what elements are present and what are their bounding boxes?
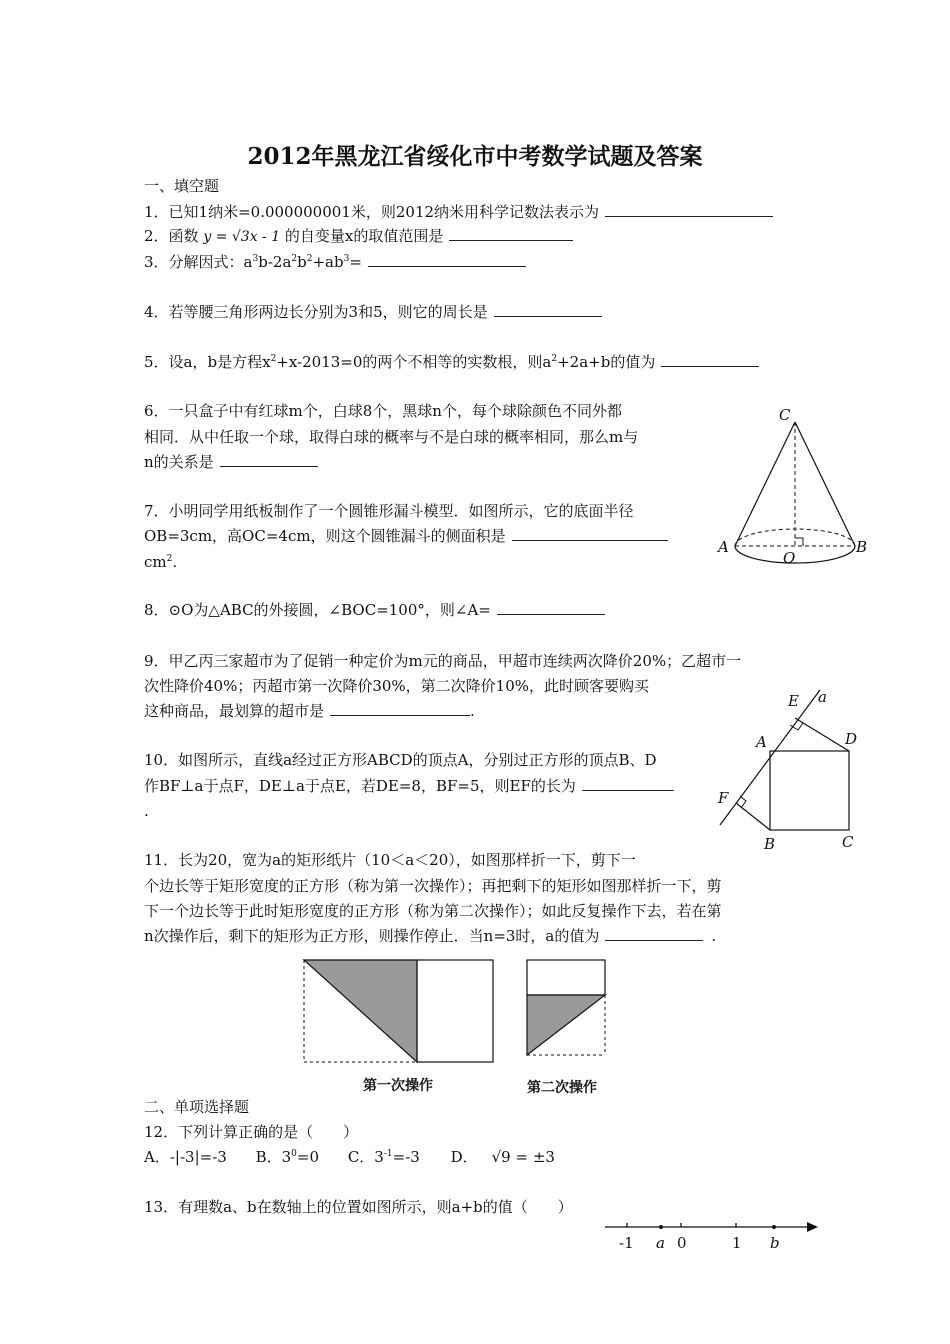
- question-11-line-4: [144, 926, 716, 946]
- question-10-line-1: 10．如图所示，直线a经过正方形ABCD的顶点A，分别过正方形的顶点B、D: [144, 751, 657, 769]
- q3-exp: 2: [291, 254, 298, 264]
- cone-label-o: O: [783, 549, 796, 567]
- q3-exp: 3: [252, 254, 259, 264]
- q7-unit: cm: [144, 553, 167, 571]
- option-d[interactable]: [451, 1148, 555, 1166]
- tick-zero: 0: [677, 1234, 687, 1252]
- square-label-c: C: [842, 833, 854, 851]
- question-6-line-2: 相同．从中任取一个球，取得白球的概率与不是白球的概率相同，那么m与: [144, 428, 639, 446]
- option-b[interactable]: [256, 1148, 319, 1166]
- question-4: [144, 302, 602, 322]
- question-9-line-3: [144, 701, 475, 721]
- q3-exp: 2: [306, 254, 313, 264]
- option-b-base: B．3: [255, 1148, 292, 1166]
- q5-post: +2a+b的值为: [557, 353, 656, 371]
- q3-post: =: [349, 253, 362, 271]
- second-operation-caption: 第二次操作: [527, 1080, 597, 1096]
- answer-blank[interactable]: [605, 202, 773, 217]
- q6-line-3-text: n的关系是: [144, 453, 214, 471]
- q3-pre: 3．分解因式：a: [144, 253, 253, 271]
- square-figure: [710, 680, 870, 855]
- q3-mid: b: [297, 253, 307, 271]
- q2-post: 的自变量x的取值范围是: [284, 227, 444, 245]
- q3-mid: +ab: [312, 253, 344, 271]
- answer-blank[interactable]: [494, 302, 602, 317]
- option-d-formula: √9 = ±3: [491, 1148, 555, 1166]
- answer-blank[interactable]: [661, 352, 759, 367]
- q3-mid: b-2a: [258, 253, 292, 271]
- q2-pre: 2．函数: [144, 227, 199, 245]
- first-operation-figure: [300, 957, 500, 1067]
- answer-blank[interactable]: [605, 926, 703, 941]
- q11-line-4-text: n次操作后，剩下的矩形为正方形，则操作停止．当n=3时，a的值为: [144, 927, 600, 945]
- question-2: [144, 226, 573, 247]
- question-8: [144, 600, 605, 620]
- point-b-label: b: [770, 1234, 780, 1252]
- q8-text: 8．⊙O为△ABC的外接圆，∠BOC=100°，则∠A=: [144, 601, 491, 619]
- q1-text: 1．已知1纳米=0.000000001米，则2012纳米用科学记数法表示为: [144, 203, 600, 221]
- square-label-f: F: [718, 789, 729, 807]
- cone-label-a: A: [718, 538, 729, 556]
- option-d-label: D．: [450, 1148, 478, 1166]
- q7-end: .: [172, 553, 178, 571]
- question-13: 13．有理数a、b在数轴上的位置如图所示，则a+b的值（ ）: [144, 1198, 573, 1216]
- option-b-exp: 0: [291, 1149, 297, 1159]
- option-c[interactable]: [348, 1148, 420, 1166]
- tick-minus-one: -1: [619, 1234, 634, 1252]
- square-label-e: E: [788, 692, 799, 710]
- cone-figure: [715, 405, 875, 575]
- question-7-line-2: [144, 526, 668, 546]
- square-label-line-a: a: [818, 688, 827, 706]
- square-label-d: D: [845, 730, 858, 748]
- question-3: [144, 252, 526, 272]
- question-5: [144, 352, 759, 372]
- option-c-rest: =-3: [392, 1148, 420, 1166]
- q11-end: .: [711, 927, 717, 945]
- number-line-figure: [600, 1215, 820, 1255]
- q5-exp: 2: [270, 354, 277, 364]
- question-9-line-1: 9．甲乙丙三家超市为了促销一种定价为m元的商品，甲超市连续两次降价20%；乙超市一: [144, 652, 742, 670]
- question-1: [144, 202, 773, 222]
- section-choice: 二、单项选择题: [144, 1098, 250, 1116]
- question-11-line-1: 11．长为20，宽为a的矩形纸片（10＜a＜20），如图那样折一下，剪下一: [144, 851, 636, 869]
- answer-blank[interactable]: [512, 526, 668, 541]
- second-operation-figure: [523, 957, 613, 1067]
- question-11-line-3: 下一个边长等于此时矩形宽度的正方形（称为第二次操作）；如此反复操作下去，若在第: [144, 902, 722, 920]
- q5-mid: +x-2013=0的两个不相等的实数根，则a: [276, 353, 552, 371]
- answer-blank[interactable]: [497, 600, 605, 615]
- q5-pre: 5．设a，b是方程x: [144, 353, 271, 371]
- q10-line-2-text: 作BF⊥a于点F，DE⊥a于点E，若DE=8，BF=5，则EF的长为: [144, 777, 576, 795]
- q7-unit-exp: 2: [166, 554, 173, 564]
- square-label-b: B: [764, 835, 776, 853]
- question-9-line-2: 次性降价40%；丙超市第一次降价30%，第二次降价10%，此时顾客要购买: [144, 677, 650, 695]
- option-c-base: C．3: [347, 1148, 384, 1166]
- question-10-line-2: [144, 776, 674, 796]
- page-title: 2012年黑龙江省绥化市中考数学试题及答案: [247, 143, 703, 170]
- question-12-stem: 12．下列计算正确的是（ ）: [144, 1123, 359, 1141]
- q9-line-3-text: 这种商品，最划算的超市是: [144, 702, 325, 720]
- cone-label-c: C: [779, 406, 791, 424]
- q3-exp: 3: [343, 254, 350, 264]
- answer-blank[interactable]: [582, 776, 674, 791]
- question-6-line-1: 6．一只盒子中有红球m个，白球8个，黑球n个，每个球除颜色不同外都: [144, 402, 622, 420]
- option-b-rest: =0: [296, 1148, 320, 1166]
- option-a[interactable]: A．-|-3|=-3: [144, 1148, 227, 1166]
- q9-end: .: [470, 702, 475, 720]
- option-c-exp: -1: [383, 1149, 393, 1159]
- question-11-line-2: 个边长等于矩形宽度的正方形（称为第一次操作）；再把剩下的矩形如图那样折一下，剪: [144, 877, 722, 895]
- q5-exp: 2: [551, 354, 558, 364]
- question-7-line-3: [144, 552, 177, 572]
- q2-formula: y = √3x - 1: [203, 229, 281, 245]
- answer-blank[interactable]: [449, 226, 573, 241]
- section-fill: 一、填空题: [144, 177, 220, 195]
- answer-blank[interactable]: [220, 452, 318, 467]
- square-label-a: A: [756, 733, 767, 751]
- question-10-line-3: .: [144, 802, 149, 820]
- q4-text: 4．若等腰三角形两边长分别为3和5，则它的周长是: [144, 303, 488, 321]
- answer-blank[interactable]: [368, 252, 526, 267]
- q7-line-2-text: OB=3cm，高OC=4cm，则这个圆锥漏斗的侧面积是: [144, 527, 506, 545]
- point-a-label: a: [656, 1234, 665, 1252]
- answer-blank[interactable]: [330, 701, 470, 716]
- tick-one: 1: [732, 1234, 742, 1252]
- question-12-options: [144, 1147, 555, 1167]
- cone-label-b: B: [856, 538, 868, 556]
- first-operation-caption: 第一次操作: [363, 1078, 433, 1094]
- question-6-line-3: [144, 452, 318, 472]
- question-7-line-1: 7．小明同学用纸板制作了一个圆锥形漏斗模型．如图所示，它的底面半径: [144, 502, 634, 520]
